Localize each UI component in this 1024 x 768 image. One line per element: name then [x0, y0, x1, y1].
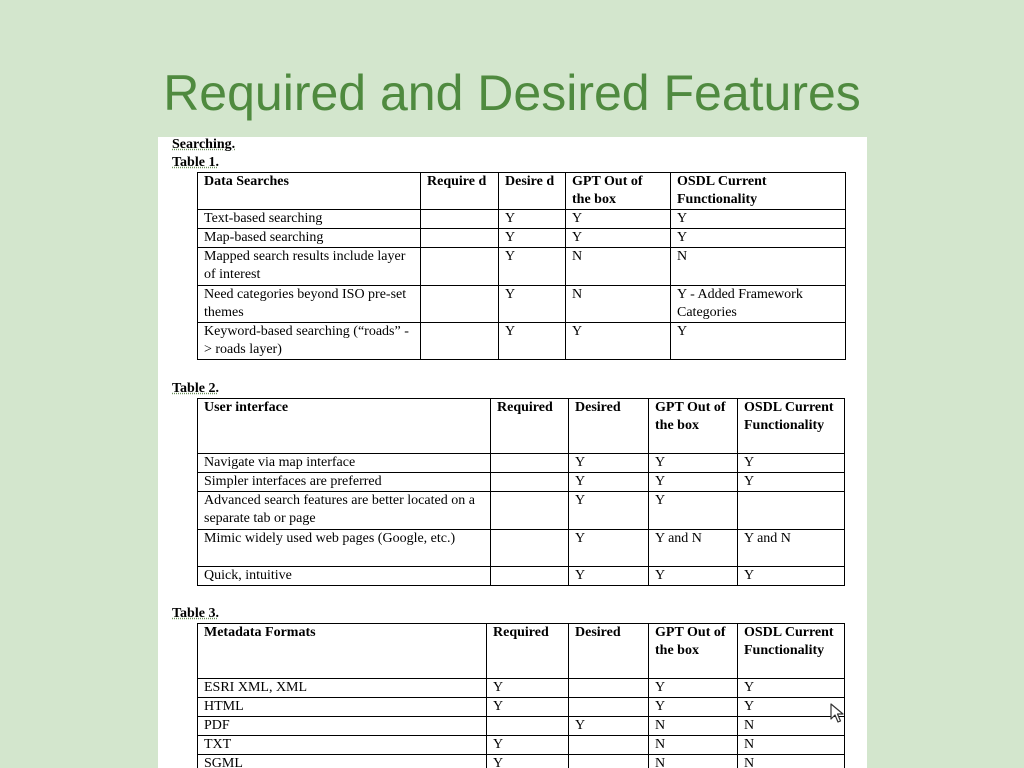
header-gpt-out-of-box: GPT Out of the box	[566, 173, 671, 210]
table-row	[198, 698, 845, 717]
metadata-formats-table	[197, 623, 845, 768]
table-cell: Map-based searching	[198, 229, 421, 248]
table-cell: N	[671, 248, 846, 286]
table-cell	[421, 286, 499, 323]
header-osdl-current: OSDL Current Functionality	[738, 399, 845, 454]
header-data-searches: Data Searches	[198, 173, 421, 210]
table-cell: Y	[566, 210, 671, 229]
table-row	[198, 530, 845, 567]
table-cell: N	[738, 755, 845, 768]
table-cell	[569, 679, 649, 698]
table-cell: Y and N	[738, 530, 845, 567]
header-required: Require d	[421, 173, 499, 210]
table-cell	[491, 567, 569, 586]
header-desired: Desired	[569, 399, 649, 454]
table-cell: Y	[566, 323, 671, 360]
table-cell: N	[649, 736, 738, 755]
table-cell	[421, 248, 499, 286]
table-cell	[421, 229, 499, 248]
table-cell: Y	[671, 323, 846, 360]
header-required: Required	[491, 399, 569, 454]
table-row	[198, 679, 845, 698]
table-row	[198, 492, 845, 530]
table-cell: SGML	[198, 755, 487, 768]
table-cell: Y and N	[649, 530, 738, 567]
table-cell	[569, 755, 649, 768]
table-cell: Y	[566, 229, 671, 248]
table-cell: Need categories beyond ISO pre-set themes	[198, 286, 421, 323]
table-cell: Y	[738, 454, 845, 473]
data-searches-table	[197, 172, 846, 360]
table-cell: N	[738, 736, 845, 755]
table-cell	[487, 717, 569, 736]
table-cell: Y	[649, 454, 738, 473]
table-cell: Y	[499, 323, 566, 360]
slide-title: Required and Desired Features	[163, 65, 861, 121]
table-cell: Y	[499, 286, 566, 323]
table-cell: HTML	[198, 698, 487, 717]
table-cell: Quick, intuitive	[198, 567, 491, 586]
table-cell: Y	[738, 473, 845, 492]
table-cell	[569, 698, 649, 717]
table-cell: Y	[487, 698, 569, 717]
table-cell: ESRI XML, XML	[198, 679, 487, 698]
table-row	[198, 454, 845, 473]
table-cell: Y	[499, 229, 566, 248]
table-cell	[491, 492, 569, 530]
table-cell: Y	[569, 717, 649, 736]
table-cell	[421, 210, 499, 229]
table-cell: Y	[649, 698, 738, 717]
table-cell: Y - Added Framework Categories	[671, 286, 846, 323]
table-cell: N	[566, 248, 671, 286]
table-cell: Y	[569, 454, 649, 473]
table-cell: Y	[738, 679, 845, 698]
document-image	[158, 137, 867, 768]
table-cell: Y	[671, 210, 846, 229]
table-row	[198, 736, 845, 755]
table-cell: N	[566, 286, 671, 323]
table-row	[198, 286, 846, 323]
table-cell	[421, 323, 499, 360]
table-cell	[569, 736, 649, 755]
header-osdl-current: OSDL Current Functionality	[671, 173, 846, 210]
user-interface-table	[197, 398, 845, 586]
header-desired: Desire d	[499, 173, 566, 210]
table-row	[198, 717, 845, 736]
table-cell: TXT	[198, 736, 487, 755]
header-desired: Desired	[569, 624, 649, 679]
table-cell: Text-based searching	[198, 210, 421, 229]
table-1-label: Table 1.	[172, 155, 219, 170]
table-3-label: Table 3.	[172, 606, 219, 621]
table-cell	[491, 473, 569, 492]
table-cell: Y	[649, 473, 738, 492]
table-cell: Mimic widely used web pages (Google, etc.)	[198, 530, 491, 567]
table-cell: Advanced search features are better located on a separate tab or page	[198, 492, 491, 530]
header-gpt-out-of-box: GPT Out of the box	[649, 624, 738, 679]
table-cell	[738, 492, 845, 530]
table-cell: Y	[569, 567, 649, 586]
table-cell: Y	[649, 679, 738, 698]
table-cell: Y	[569, 492, 649, 530]
section-label: Searching.	[172, 137, 236, 152]
header-gpt-out-of-box: GPT Out of the box	[649, 399, 738, 454]
header-osdl-current: OSDL Current Functionality	[738, 624, 845, 679]
table-cell: Keyword-based searching (“roads” -> roads layer)	[198, 323, 421, 360]
table-cell: Simpler interfaces are preferred	[198, 473, 491, 492]
table-cell: Y	[569, 530, 649, 567]
table-2-label: Table 2.	[172, 381, 219, 396]
table-cell: Y	[671, 229, 846, 248]
table-cell: Y	[487, 679, 569, 698]
table-cell: N	[738, 717, 845, 736]
header-metadata-formats: Metadata Formats	[198, 624, 487, 679]
table-cell	[491, 454, 569, 473]
table-cell: Y	[569, 473, 649, 492]
header-user-interface: User interface	[198, 399, 491, 454]
table-cell: Y	[649, 567, 738, 586]
table-row	[198, 229, 846, 248]
table-cell: Y	[738, 567, 845, 586]
table-row	[198, 248, 846, 286]
table-cell: Y	[487, 755, 569, 768]
table-row	[198, 567, 845, 586]
table-row	[198, 755, 845, 768]
table-cell: Y	[487, 736, 569, 755]
table-row	[198, 473, 845, 492]
table-cell: Mapped search results include layer of interest	[198, 248, 421, 286]
table-cell: Y	[649, 492, 738, 530]
table-cell: Navigate via map interface	[198, 454, 491, 473]
header-required: Required	[487, 624, 569, 679]
table-cell: N	[649, 717, 738, 736]
table-cell: Y	[499, 210, 566, 229]
table-row	[198, 323, 846, 360]
table-cell: Y	[499, 248, 566, 286]
table-cell: PDF	[198, 717, 487, 736]
table-cell	[491, 530, 569, 567]
table-cell: Y	[738, 698, 845, 717]
table-row	[198, 210, 846, 229]
table-cell: N	[649, 755, 738, 768]
